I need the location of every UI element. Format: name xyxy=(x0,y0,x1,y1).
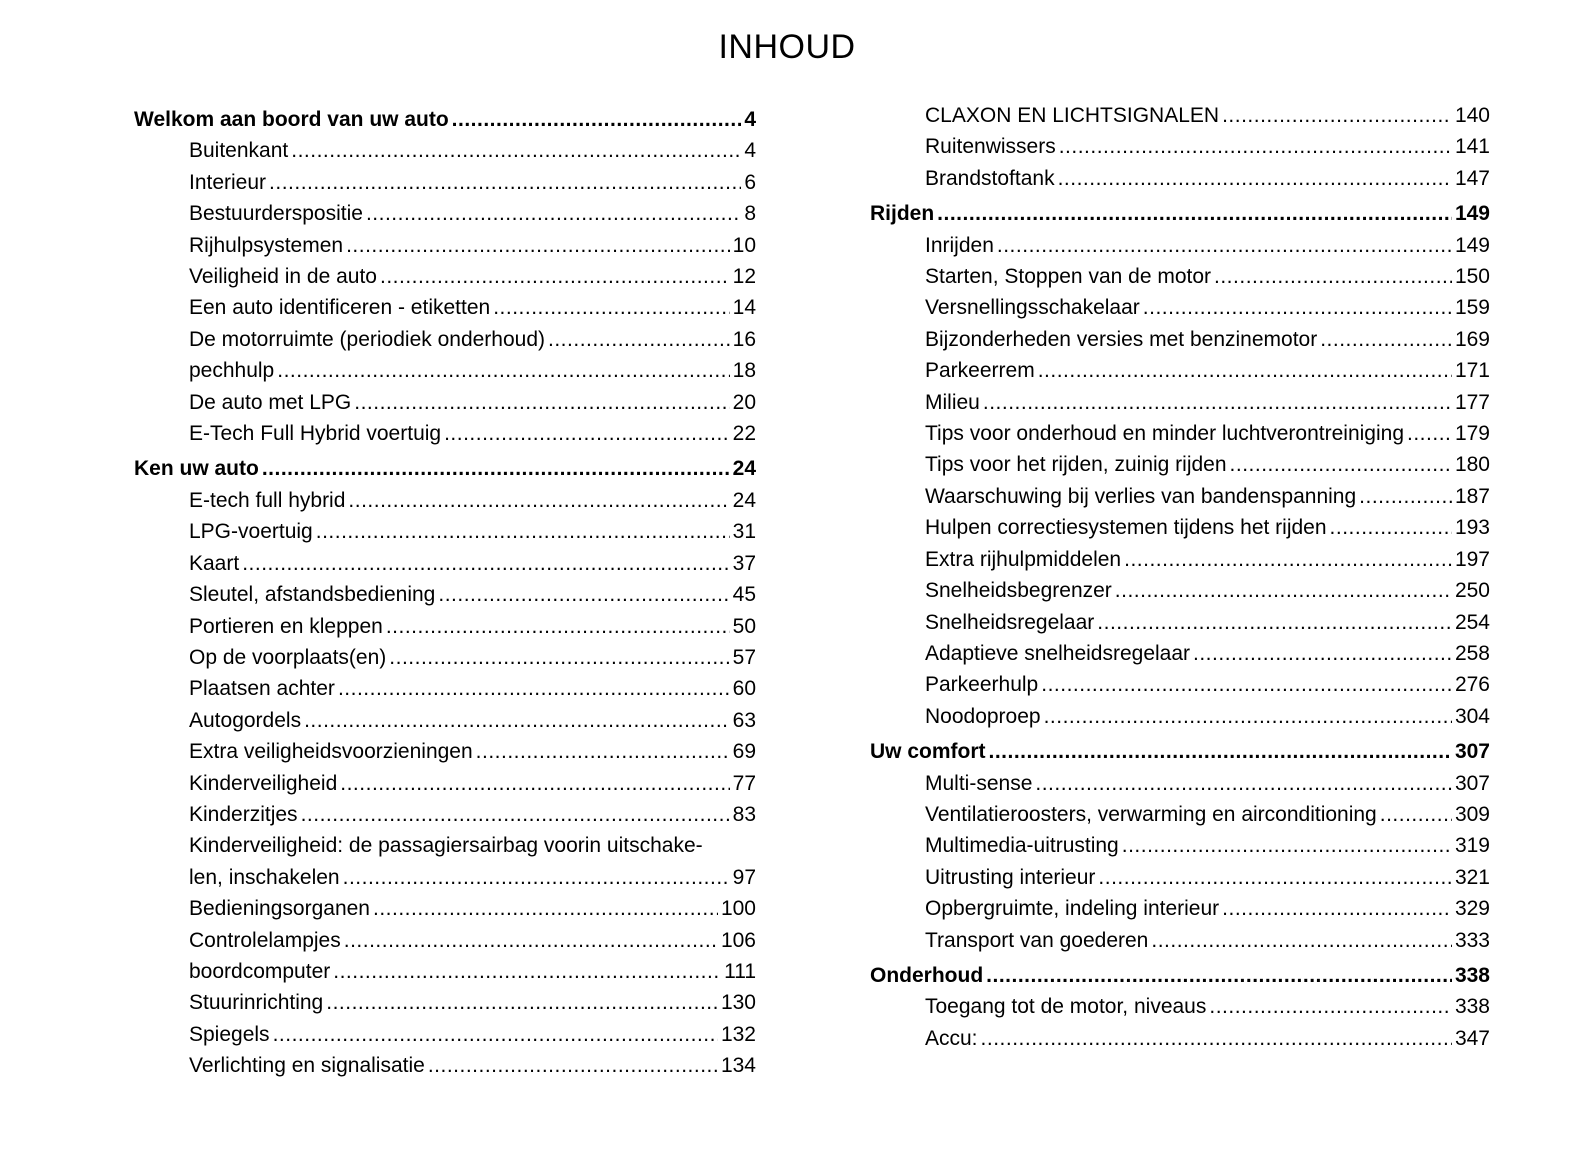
toc-page-number: 4 xyxy=(744,108,756,131)
toc-entry-label: Uitrusting interieur xyxy=(925,865,1096,889)
dot-leader xyxy=(346,230,730,261)
dot-leader xyxy=(1359,481,1452,512)
toc-entry[interactable] xyxy=(870,230,1490,261)
toc-entry-label: Kaart xyxy=(189,551,240,575)
toc-page-number: 321 xyxy=(1454,865,1490,889)
dot-leader xyxy=(354,387,729,418)
toc-page-number: 69 xyxy=(732,740,756,764)
toc-entry-label: Kinderveiligheid: de passagiersairbag voorin uitschake- xyxy=(189,834,703,858)
toc-entry[interactable] xyxy=(134,418,756,449)
dot-leader xyxy=(1222,893,1452,924)
dot-leader xyxy=(428,1050,718,1081)
toc-entry[interactable] xyxy=(134,705,756,736)
toc-entry[interactable] xyxy=(870,163,1490,194)
toc-entry[interactable] xyxy=(134,642,756,673)
toc-page-number: 6 xyxy=(744,170,756,194)
toc-page-number: 180 xyxy=(1454,453,1490,477)
toc-page-number: 159 xyxy=(1454,296,1490,320)
dot-leader xyxy=(1059,131,1452,162)
dot-leader xyxy=(373,893,718,924)
toc-entry[interactable] xyxy=(134,579,756,610)
toc-page-number: 347 xyxy=(1454,1026,1490,1050)
toc-entry-label: Opbergruimte, indeling interieur xyxy=(925,897,1220,921)
dot-leader xyxy=(344,925,718,956)
toc-page-number: 179 xyxy=(1454,422,1490,446)
toc-entry[interactable] xyxy=(870,799,1490,830)
dot-leader xyxy=(348,485,729,516)
toc-entry[interactable] xyxy=(870,355,1490,386)
toc-entry-label: Extra veiligheidsvoorzieningen xyxy=(189,740,473,764)
toc-entry-label: Plaatsen achter xyxy=(189,677,335,701)
dot-leader xyxy=(1222,100,1452,131)
dot-leader xyxy=(338,673,730,704)
toc-entry[interactable] xyxy=(134,485,756,516)
toc-page-number: 149 xyxy=(1454,202,1490,226)
toc-entry-label: Onderhoud xyxy=(870,963,984,987)
toc-page-number: 333 xyxy=(1454,928,1490,952)
toc-entry-label: E-Tech Full Hybrid voertuig xyxy=(189,422,442,446)
dot-leader xyxy=(983,387,1452,418)
dot-leader xyxy=(304,705,730,736)
toc-entry-label: Tips voor onderhoud en minder luchtverontreiniging xyxy=(925,422,1405,446)
dot-leader xyxy=(386,611,730,642)
dot-leader xyxy=(1097,607,1452,638)
toc-entry[interactable] xyxy=(870,893,1490,924)
toc-entry[interactable] xyxy=(134,198,756,229)
dot-leader xyxy=(937,198,1452,229)
toc-page-number: 10 xyxy=(732,233,756,257)
toc-page-number: 150 xyxy=(1454,265,1490,289)
dot-leader xyxy=(1058,163,1452,194)
dot-leader xyxy=(1124,544,1452,575)
dot-leader xyxy=(989,736,1452,767)
toc-entry[interactable] xyxy=(134,673,756,704)
toc-entry-label: Uw comfort xyxy=(870,740,986,764)
toc-page-number: 63 xyxy=(732,708,756,732)
dot-leader xyxy=(1035,768,1452,799)
toc-entry[interactable] xyxy=(870,830,1490,861)
toc-page-number: 250 xyxy=(1454,579,1490,603)
toc-entry-label: Versnellingsschakelaar xyxy=(925,296,1140,320)
dot-leader xyxy=(1380,799,1452,830)
toc-left-column xyxy=(134,104,756,1082)
toc-page-number: 111 xyxy=(724,959,756,983)
toc-entry-label: Tips voor het rijden, zuinig rijden xyxy=(925,453,1227,477)
toc-page-number: 100 xyxy=(720,897,756,921)
dot-leader xyxy=(316,516,730,547)
toc-entry[interactable] xyxy=(870,481,1490,512)
toc-entry[interactable] xyxy=(870,991,1490,1022)
dot-leader xyxy=(389,642,729,673)
toc-entry[interactable] xyxy=(134,292,756,323)
toc-entry[interactable] xyxy=(870,669,1490,700)
toc-entry-label: Veiligheid in de auto xyxy=(189,265,377,289)
dot-leader xyxy=(476,736,730,767)
toc-page-number: 309 xyxy=(1454,802,1490,826)
dot-leader xyxy=(1320,324,1452,355)
toc-page-number: 258 xyxy=(1454,641,1490,665)
dot-leader xyxy=(493,292,729,323)
toc-page-number: 147 xyxy=(1454,166,1490,190)
dot-leader xyxy=(1230,449,1452,480)
toc-page-number: 83 xyxy=(732,802,756,826)
dot-leader xyxy=(1151,925,1452,956)
toc-entry-label: Portieren en kleppen xyxy=(189,614,383,638)
dot-leader xyxy=(1193,638,1452,669)
toc-entry-label: Multi-sense xyxy=(925,771,1033,795)
toc-entry-label: Rijden xyxy=(870,202,935,226)
toc-entry[interactable] xyxy=(134,893,756,924)
toc-section-entry[interactable] xyxy=(134,453,756,484)
toc-entry[interactable] xyxy=(870,925,1490,956)
toc-entry-label: Brandstoftank xyxy=(925,166,1055,190)
dot-leader xyxy=(1115,575,1452,606)
toc-entry-label: Inrijden xyxy=(925,233,994,257)
toc-entry[interactable] xyxy=(870,100,1490,131)
dot-leader xyxy=(1407,418,1452,449)
toc-entry-label: Bijzonderheden versies met benzinemotor xyxy=(925,327,1318,351)
dot-leader xyxy=(1038,355,1452,386)
toc-entry[interactable] xyxy=(870,1023,1490,1054)
dot-leader xyxy=(548,324,730,355)
toc-entry[interactable] xyxy=(870,261,1490,292)
dot-leader xyxy=(343,862,730,893)
toc-page-number: 338 xyxy=(1454,963,1490,987)
toc-page-number: 60 xyxy=(732,677,756,701)
dot-leader xyxy=(333,956,721,987)
toc-page-number: 24 xyxy=(732,457,756,481)
toc-entry-label: LPG-voertuig xyxy=(189,520,313,544)
toc-entry[interactable] xyxy=(134,768,756,799)
dot-leader xyxy=(273,1019,718,1050)
toc-entry-label: pechhulp xyxy=(189,359,275,383)
toc-page-number: 97 xyxy=(732,865,756,889)
toc-entry-label: Welkom aan boord van uw auto xyxy=(134,108,449,131)
toc-entry-label: Accu: xyxy=(925,1026,978,1050)
toc-entry-label: Een auto identificeren - etiketten xyxy=(189,296,491,320)
dot-leader xyxy=(438,579,729,610)
toc-page-number: 307 xyxy=(1454,740,1490,764)
toc-entry-label: Extra rijhulpmiddelen xyxy=(925,547,1122,571)
toc-entry[interactable] xyxy=(134,167,756,198)
toc-entry[interactable] xyxy=(134,987,756,1018)
dot-leader xyxy=(452,104,742,135)
toc-entry-label: Verlichting en signalisatie xyxy=(189,1054,425,1078)
toc-page-number: 50 xyxy=(732,614,756,638)
dot-leader xyxy=(291,135,741,166)
dot-leader xyxy=(269,167,741,198)
toc-entry-label: Snelheidsregelaar xyxy=(925,610,1095,634)
toc-entry-label: E-tech full hybrid xyxy=(189,488,346,512)
toc-entry-label: Noodoproep xyxy=(925,704,1041,728)
toc-page-number: 18 xyxy=(732,359,756,383)
dot-leader xyxy=(1041,669,1452,700)
toc-entry[interactable] xyxy=(134,925,756,956)
toc-page-number: 24 xyxy=(732,488,756,512)
toc-entry[interactable] xyxy=(134,830,756,893)
toc-entry[interactable] xyxy=(870,544,1490,575)
toc-section-entry[interactable] xyxy=(870,960,1490,991)
dot-leader xyxy=(981,1023,1452,1054)
toc-entry-label: Toegang tot de motor, niveaus xyxy=(925,995,1207,1019)
toc-entry[interactable] xyxy=(134,736,756,767)
toc-entry[interactable] xyxy=(134,135,756,166)
toc-entry[interactable] xyxy=(134,355,756,386)
toc-page-number: 140 xyxy=(1454,104,1490,127)
toc-page-number: 16 xyxy=(732,327,756,351)
toc-section-entry[interactable] xyxy=(870,198,1490,229)
toc-entry[interactable] xyxy=(134,1050,756,1081)
toc-entry[interactable] xyxy=(870,131,1490,162)
toc-entry-label: De auto met LPG xyxy=(189,390,352,414)
toc-entry[interactable] xyxy=(870,449,1490,480)
toc-page-number: 130 xyxy=(720,991,756,1015)
toc-entry-label: Op de voorplaats(en) xyxy=(189,645,387,669)
toc-page-number: 319 xyxy=(1454,834,1490,858)
toc-page-number: 197 xyxy=(1454,547,1490,571)
dot-leader xyxy=(1214,261,1452,292)
page-title: INHOUD xyxy=(718,28,856,66)
dot-leader xyxy=(1044,701,1452,732)
toc-entry[interactable] xyxy=(134,956,756,987)
toc-page-number: 20 xyxy=(732,390,756,414)
toc-page-number: 276 xyxy=(1454,673,1490,697)
toc-entry-label: Ventilatieroosters, verwarming en airconditioning xyxy=(925,802,1377,826)
toc-entry-label: Milieu xyxy=(925,390,980,414)
toc-page-number: 132 xyxy=(720,1022,756,1046)
dot-leader xyxy=(366,198,741,229)
toc-entry[interactable] xyxy=(134,548,756,579)
dot-leader xyxy=(262,453,730,484)
toc-section-entry[interactable] xyxy=(870,736,1490,767)
toc-entry-label: Autogordels xyxy=(189,708,302,732)
toc-entry-label: Ken uw auto xyxy=(134,457,259,481)
toc-entry[interactable] xyxy=(134,324,756,355)
toc-entry[interactable] xyxy=(870,862,1490,893)
toc-entry[interactable] xyxy=(134,230,756,261)
toc-page-number: 141 xyxy=(1454,135,1490,159)
toc-page-number: 77 xyxy=(732,771,756,795)
toc-entry[interactable] xyxy=(870,575,1490,606)
toc-entry-label: Ruitenwissers xyxy=(925,135,1056,159)
toc-page-number: 193 xyxy=(1454,516,1490,540)
toc-page-number: 169 xyxy=(1454,327,1490,351)
toc-entry-label: Interieur xyxy=(189,170,267,194)
dot-leader xyxy=(277,355,729,386)
toc-page-number: 4 xyxy=(744,139,756,163)
dot-leader xyxy=(1098,862,1452,893)
toc-entry-label: Transport van goederen xyxy=(925,928,1149,952)
toc-page-number: 14 xyxy=(732,296,756,320)
toc-entry[interactable] xyxy=(134,611,756,642)
toc-entry-label: Bedieningsorganen xyxy=(189,897,370,921)
dot-leader xyxy=(326,987,718,1018)
toc-entry-label: Buitenkant xyxy=(189,139,289,163)
toc-page-number: 329 xyxy=(1454,897,1490,921)
toc-entry-label: Kinderzitjes xyxy=(189,802,298,826)
toc-entry-label-continued: len, inschakelen xyxy=(189,865,340,889)
dot-leader xyxy=(340,768,729,799)
toc-entry[interactable] xyxy=(870,387,1490,418)
toc-entry-label: Parkeerrem xyxy=(925,359,1035,383)
toc-entry-label: Bestuurderspositie xyxy=(189,202,363,226)
toc-entry-label: Multimedia-uitrusting xyxy=(925,834,1119,858)
dot-leader xyxy=(1143,292,1452,323)
toc-page-number: 134 xyxy=(720,1054,756,1078)
toc-page-number: 106 xyxy=(720,928,756,952)
dot-leader xyxy=(1209,991,1452,1022)
toc-entry[interactable] xyxy=(134,799,756,830)
dot-leader xyxy=(301,799,730,830)
dot-leader xyxy=(380,261,730,292)
toc-entry-label: Stuurinrichting xyxy=(189,991,324,1015)
dot-leader xyxy=(444,418,730,449)
toc-page-number: 8 xyxy=(744,202,756,226)
toc-page-number: 149 xyxy=(1454,233,1490,257)
toc-page-number: 57 xyxy=(732,645,756,669)
toc-entry-label: Starten, Stoppen van de motor xyxy=(925,265,1212,289)
toc-entry-label: Hulpen correctiesystemen tijdens het rijden xyxy=(925,516,1327,540)
toc-entry-label: CLAXON EN LICHTSIGNALEN xyxy=(925,104,1220,127)
toc-entry-label: Controlelampjes xyxy=(189,928,341,952)
toc-entry[interactable] xyxy=(134,516,756,547)
toc-entry-label: boordcomputer xyxy=(189,959,331,983)
toc-entry[interactable] xyxy=(870,512,1490,543)
toc-entry-label: Waarschuwing bij verlies van bandenspanning xyxy=(925,484,1357,508)
toc-page-number: 177 xyxy=(1454,390,1490,414)
toc-entry[interactable] xyxy=(134,261,756,292)
toc-page-number: 31 xyxy=(732,520,756,544)
toc-page-number: 12 xyxy=(732,265,756,289)
toc-entry[interactable] xyxy=(870,607,1490,638)
toc-entry[interactable] xyxy=(870,701,1490,732)
toc-entry-label: Spiegels xyxy=(189,1022,270,1046)
dot-leader xyxy=(986,960,1452,991)
toc-entry-label: De motorruimte (periodiek onderhoud) xyxy=(189,327,546,351)
dot-leader xyxy=(1122,830,1452,861)
toc-entry-label: Rijhulpsystemen xyxy=(189,233,344,257)
dot-leader xyxy=(242,548,729,579)
toc-entry[interactable] xyxy=(870,768,1490,799)
toc-entry[interactable] xyxy=(134,387,756,418)
toc-page-number: 171 xyxy=(1454,359,1490,383)
dot-leader xyxy=(997,230,1452,261)
dot-leader xyxy=(1330,512,1452,543)
toc-page-number: 307 xyxy=(1454,771,1490,795)
toc-entry-label: Kinderveiligheid xyxy=(189,771,338,795)
toc-page-number: 37 xyxy=(732,551,756,575)
toc-page-number: 254 xyxy=(1454,610,1490,634)
toc-page-number: 22 xyxy=(732,422,756,446)
toc-page-number: 338 xyxy=(1454,995,1490,1019)
toc-entry[interactable] xyxy=(870,292,1490,323)
toc-page-number: 187 xyxy=(1454,484,1490,508)
toc-entry[interactable] xyxy=(870,638,1490,669)
toc-right-column xyxy=(870,100,1490,1054)
toc-section-entry[interactable] xyxy=(134,104,756,135)
toc-entry-label: Sleutel, afstandsbediening xyxy=(189,583,436,607)
toc-entry-label: Parkeerhulp xyxy=(925,673,1039,697)
toc-entry[interactable] xyxy=(134,1019,756,1050)
toc-entry-label: Snelheidsbegrenzer xyxy=(925,579,1112,603)
toc-entry[interactable] xyxy=(870,418,1490,449)
toc-page-number: 304 xyxy=(1454,704,1490,728)
toc-page-number: 45 xyxy=(732,583,756,607)
toc-entry-label: Adaptieve snelheidsregelaar xyxy=(925,641,1191,665)
toc-entry[interactable] xyxy=(870,324,1490,355)
